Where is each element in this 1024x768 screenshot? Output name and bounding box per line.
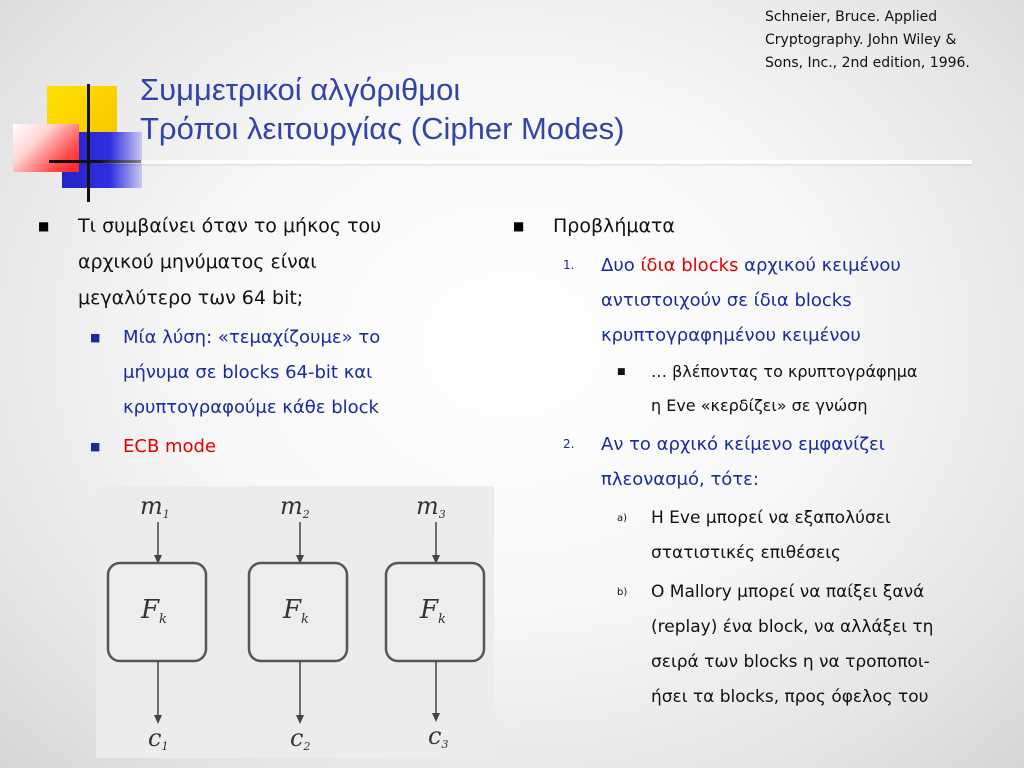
right-column <box>513 208 983 715</box>
bullet-square-icon: ■ <box>617 367 626 377</box>
numbered-item-1 <box>513 248 983 353</box>
number-marker: 1. <box>563 258 575 272</box>
bullet-question <box>38 208 468 316</box>
bullet-text-line: Τι συμβαίνει όταν το μήκος του <box>78 215 382 237</box>
item-text-line: πλεονασμό, τότε: <box>601 469 759 490</box>
item-text-line: Ο Mallory μπορεί να παίξει ξανά <box>651 582 925 602</box>
title-divider <box>100 160 972 164</box>
sub-item-a <box>513 501 983 571</box>
item-text-line: στατιστικές επιθέσεις <box>651 543 842 563</box>
number-marker: 2. <box>563 437 575 451</box>
ecb-diagram-svg <box>96 486 494 758</box>
bullet-square-icon: ■ <box>90 331 101 344</box>
logo-vertical-line <box>87 84 90 202</box>
item-text-line: Η Eve μπορεί να εξαπολύσει <box>651 508 891 528</box>
item-text-line: … βλέποντας το κρυπτογράφημα <box>651 362 918 381</box>
logo-red-square <box>13 124 79 172</box>
ecb-diagram <box>96 486 494 758</box>
ecb-mode-label: ECB mode <box>123 436 217 457</box>
item-text-line: Αν το αρχικό κείμενο εμφανίζει <box>601 434 885 455</box>
cipher-label-fk-3: Fk <box>420 595 446 627</box>
sub-bullet-solution <box>38 320 468 425</box>
sub-item-b <box>513 575 983 715</box>
item-text-line: (replay) ένα block, να αλλάξει τη <box>651 617 934 637</box>
title-line-2: Τρόποι λειτουργίας (Cipher Modes) <box>140 111 625 146</box>
bullet-text-line: κρυπτογραφούμε κάθε block <box>123 397 379 418</box>
sub-bullet-eve-knowledge <box>513 355 983 423</box>
problems-heading: Προβλήματα <box>553 215 675 237</box>
citation-line: Cryptography. John Wiley & <box>765 32 957 48</box>
bullet-text-line: Μία λύση: «τεμαχίζουμε» το <box>123 327 381 348</box>
cipher-label-fk-1: Fk <box>141 595 167 627</box>
same-blocks-highlight: ίδια blocks <box>640 255 739 276</box>
left-column <box>38 208 468 464</box>
ecb-block-3 <box>386 492 484 751</box>
cipher-label-fk-2: Fk <box>283 595 309 627</box>
decorative-logo-squares <box>0 0 150 210</box>
bullet-text-line: αρχικού μηνύματος είναι <box>78 251 317 273</box>
bullet-square-icon: ■ <box>513 219 525 233</box>
item-text-line: η Eve «κερδίζει» σε γνώση <box>651 396 868 415</box>
ecb-block-1 <box>108 492 206 753</box>
sub-bullet-ecb <box>38 429 468 464</box>
ciphertext-label-c2: c2 <box>290 724 311 753</box>
ecb-block-2 <box>249 492 347 753</box>
ciphertext-label-c3: c3 <box>428 722 449 751</box>
bullet-square-icon: ■ <box>90 440 101 453</box>
citation-line: Sons, Inc., 2nd edition, 1996. <box>765 55 970 71</box>
item-text: αρχικού κειμένου <box>738 255 901 276</box>
bullet-text-line: μεγαλύτερο των 64 bit; <box>78 287 304 309</box>
plaintext-label-m2: m2 <box>280 492 310 521</box>
bullet-problems <box>513 208 983 244</box>
item-text-line: κρυπτογραφημένου κειμένου <box>601 325 861 346</box>
letter-marker: b) <box>617 587 628 598</box>
item-text-line: σειρά των blocks η να τροποποι- <box>651 652 930 672</box>
item-text-line: αντιστοιχούν σε ίδια blocks <box>601 290 852 311</box>
bullet-text-line: μήνυμα σε blocks 64-bit και <box>123 362 373 383</box>
citation-line: Schneier, Bruce. Applied <box>765 9 938 25</box>
plaintext-label-m1: m1 <box>140 492 170 521</box>
ciphertext-label-c1: c1 <box>148 724 169 753</box>
item-text-line <box>601 248 983 283</box>
bullet-square-icon: ■ <box>38 219 50 233</box>
letter-marker: a) <box>617 513 628 524</box>
plaintext-label-m3: m3 <box>416 492 446 521</box>
slide-title <box>140 70 624 148</box>
item-text: Δυο <box>601 255 641 276</box>
item-text-line: ήσει τα blocks, προς όφελος του <box>651 687 929 707</box>
numbered-item-2 <box>513 427 983 497</box>
title-line-1: Συμμετρικοί αλγόριθμοι <box>140 72 461 107</box>
citation <box>765 6 1015 75</box>
